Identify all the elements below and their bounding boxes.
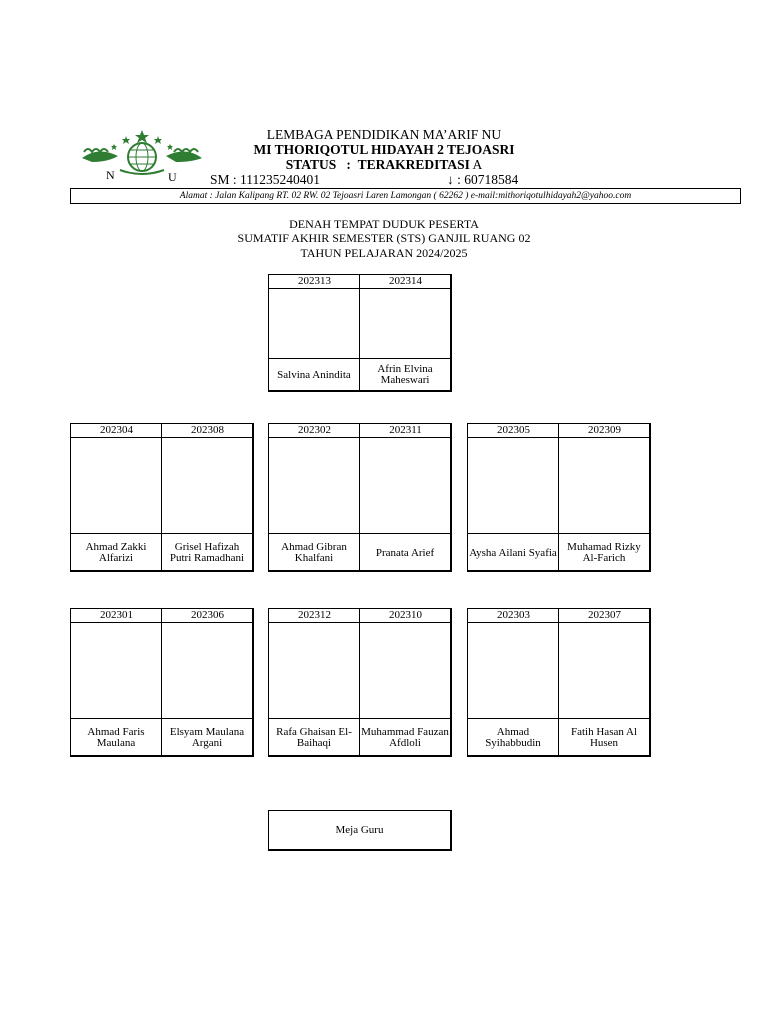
address-box: Alamat : Jalan Kalipang RT. 02 RW. 02 Tejoasri Laren Lamongan ( 62262 ) e-mail:mithoriqotulhidayah2@yahoo.com [70, 188, 741, 204]
seat-id: 202307 [559, 609, 650, 623]
nsm-number: SM : 111235240401 [210, 172, 321, 187]
school-name: MI THORIQOTUL HIDAYAH 2 TEJOASRI [253, 142, 515, 157]
desk-row1-middle [268, 423, 452, 572]
student-name: Rafa Ghaisan El-Baihaqi [276, 726, 352, 749]
desk-row1-left [70, 423, 254, 572]
seat-id: 202312 [269, 609, 360, 623]
student-name: Salvina Anindita [277, 368, 351, 381]
desk-row2-middle [268, 608, 452, 757]
title-line-3: TAHUN PELAJARAN 2024/2025 [300, 246, 468, 260]
student-name: Ahmad Faris Maulana [87, 726, 145, 749]
desk-row2-right [467, 608, 651, 757]
title-line-2: SUMATIF AKHIR SEMESTER (STS) GANJIL RUANG 02 [237, 231, 531, 245]
student-name: Ahmad Zakki Alfarizi [85, 541, 147, 564]
desk-front [268, 274, 452, 392]
seat-id: 202310 [360, 609, 451, 623]
photo-area [269, 289, 451, 359]
accreditation-status: STATUS : TERAKREDITASI A [285, 157, 483, 172]
photo-area [71, 438, 253, 534]
seat-id: 202302 [269, 424, 360, 438]
student-name: Ahmad Syihabbudin [485, 726, 541, 749]
logo-letter-n: N [106, 168, 115, 182]
student-name: Fatih Hasan Al Husen [571, 726, 637, 749]
student-name: Muhammad Fauzan Afdloli [361, 726, 449, 749]
student-name: Aysha Ailani Syafia [469, 546, 557, 559]
photo-area [468, 438, 650, 534]
institution-name: LEMBAGA PENDIDIKAN MA’ARIF NU [266, 127, 502, 142]
photo-area [468, 623, 650, 719]
seat-id: 202304 [71, 424, 162, 438]
title-line-1: DENAH TEMPAT DUDUK PESERTA [289, 217, 479, 231]
seat-id: 202309 [559, 424, 650, 438]
photo-area [269, 623, 451, 719]
seat-id: 202308 [162, 424, 253, 438]
photo-area [71, 623, 253, 719]
student-name: Pranata Arief [375, 546, 435, 559]
student-name: Ahmad Gibran Khalfani [281, 541, 347, 564]
seat-id: 202314 [360, 275, 451, 289]
photo-area [269, 438, 451, 534]
seat-id: 202303 [468, 609, 559, 623]
logo-letter-u: U [168, 170, 177, 184]
student-name: Afrin Elvina Maheswari [377, 363, 433, 386]
desk-row2-left [70, 608, 254, 757]
seat-id: 202305 [468, 424, 559, 438]
student-name: Elsyam Maulana Argani [169, 726, 245, 749]
seat-id: 202313 [269, 275, 360, 289]
npsn-number: ↓ : 60718584 [447, 172, 519, 187]
student-name: Grisel Hafizah Putri Ramadhani [169, 541, 245, 564]
seat-id: 202311 [360, 424, 451, 438]
seat-id: 202306 [162, 609, 253, 623]
student-name: Muhamad Rizky Al-Farich [567, 541, 641, 564]
seat-id: 202301 [71, 609, 162, 623]
desk-row1-right [467, 423, 651, 572]
teacher-desk: Meja Guru [268, 810, 452, 851]
